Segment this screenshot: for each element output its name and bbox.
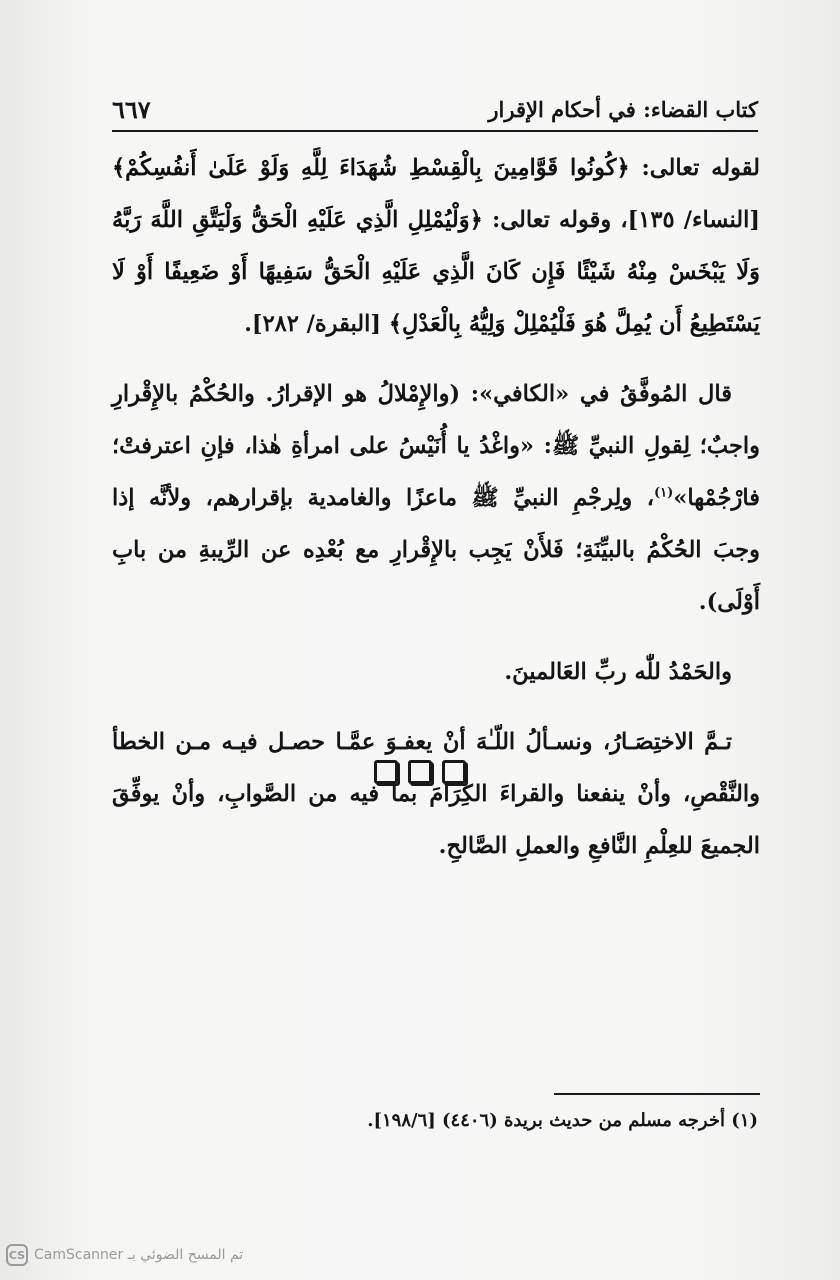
square-ornament-icon: [442, 760, 466, 784]
text-segment: ، ولِرجْمِ النبيِّ ﷺ ماعزًا والغامدية بإقرارهم، ولأنَّه إذا وجبَ الحُكْمُ بالبيِّنَةِ؛ فَلأَنْ يَجِب بالإِقْرارِ مع بُعْدِه عن الرِّيبةِ من بابِ أَوْلَى).: [112, 485, 760, 615]
square-ornament-icon: [374, 760, 398, 784]
watermark-label: CamScanner تم المسح الضوئي بـ: [34, 1247, 244, 1263]
header-title: كتاب القضاء: في أحكام الإقرار: [488, 96, 758, 122]
text-segment: تـمَّ الاختِصَـارُ، ونسـألُ اللّـٰهَ أنْ يعفـوَ عمَّـا حصـل فيـه مـن الخطأ والنَّقْصِ، وأنْ ينفعنا والقراءَ الكِرَامَ بما فيه من الصَّوابِ، وأنْ يوفِّقَ الجميعَ للعِلْمِ النَّافعِ والعملِ الصَّالحِ.: [112, 729, 760, 859]
footnote-text: أخرجه مسلم من حديث بريدة (٤٤٠٦) [١٩٨/٦].: [367, 1110, 725, 1131]
text-segment: لقوله تعالى:: [629, 155, 760, 181]
text-segment: [النساء/ ١٣٥]، وقوله تعالى:: [482, 207, 760, 233]
footnote-ref[interactable]: (١): [654, 485, 674, 501]
footnote-number: (١): [731, 1110, 758, 1131]
scanner-watermark: [6, 1244, 243, 1266]
running-header: [112, 88, 758, 132]
paragraph-conclusion: [112, 716, 760, 872]
square-ornament-icon: [408, 760, 432, 784]
quran-verse: ﴿كُونُوا قَوَّامِينَ بِالْقِسْطِ شُهَدَاءَ لِلَّهِ وَلَوْ عَلَىٰ أَنفُسِكُمْ﴾: [112, 155, 630, 181]
text-segment: والحَمْدُ للّٰه ربِّ العَالمينَ.: [504, 659, 732, 685]
paragraph-praise: [112, 646, 760, 698]
text-segment: [البقرة/ ٢٨٢].: [244, 311, 389, 337]
end-marks: [0, 760, 840, 790]
footnote-divider: [554, 1093, 760, 1095]
quran-verse: ﴿وَلْيُمْلِلِ الَّذِي عَلَيْهِ الْحَقُّ وَلْيَتَّقِ اللَّهَ رَبَّهُ وَلَا يَبْخَسْ مِنْهُ شَيْئًا فَإِن كَانَ الَّذِي عَلَيْهِ الْحَقُّ سَفِيهًا أَوْ ضَعِيفًا أَوْ لَا يَسْتَطِيعُ أَن يُمِلَّ هُوَ فَلْيُمْلِلْ وَلِيُّهُ بِالْعَدْلِ﴾: [112, 207, 760, 337]
page-number: ٦٦٧: [112, 94, 151, 124]
paragraph-quran-citations: [112, 142, 760, 350]
text-segment: قال المُوفَّقُ في «الكافي»: (والإِمْلالُ هو الإقرارُ. والحُكْمُ بالإِقْرارِ واجبٌ؛ لِقولِ النبيِّ ﷺ: «واغْدُ يا أُنَيْسُ على امرأةِ هٰذا، فإنِ اعترفتْ؛ فارْجُمْها»: [112, 381, 760, 511]
camscanner-icon: CS: [6, 1244, 28, 1266]
footnote: [200, 1104, 758, 1138]
paragraph-kafi-quote: [112, 368, 760, 628]
